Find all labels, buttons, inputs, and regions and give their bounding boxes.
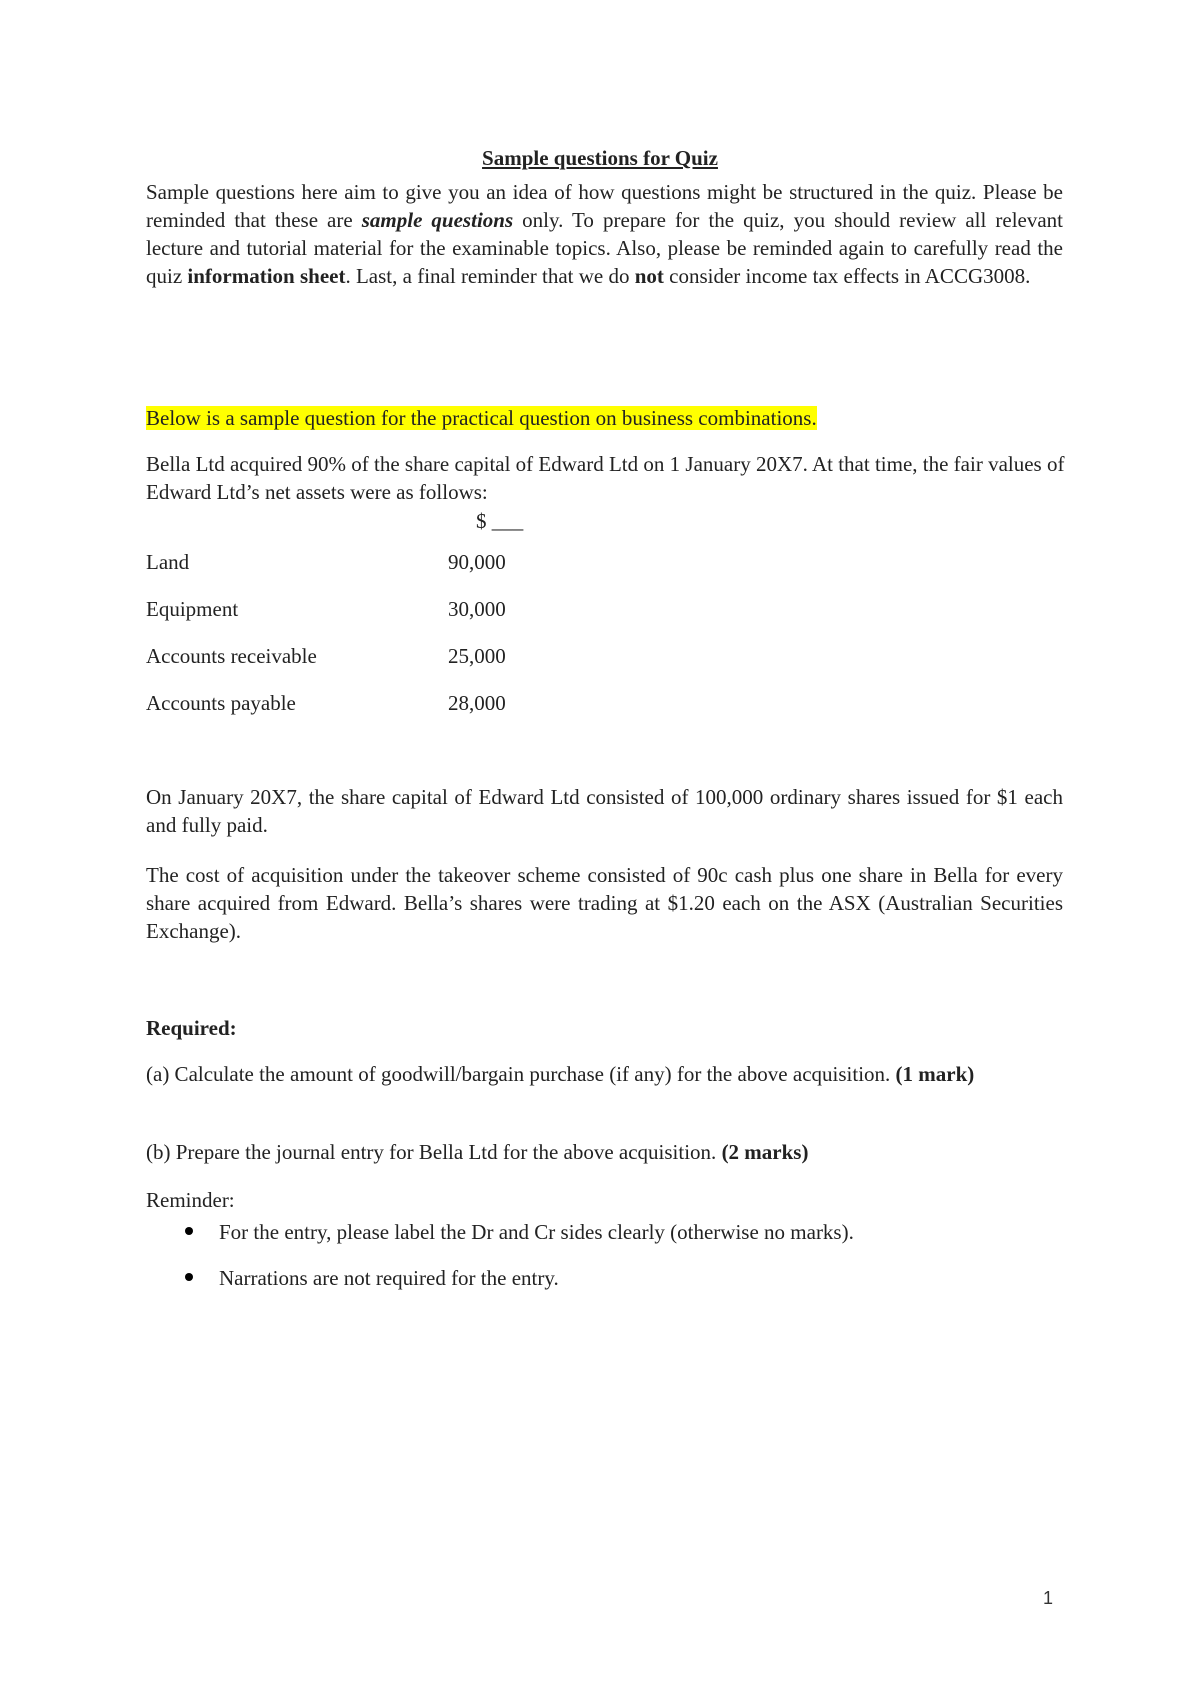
intro-text-1: Sample questions here aim to give you an idea of how questions might be structured in the quiz. Please be reminded that these are [146,180,1063,232]
intro-not-emphasis: not [634,264,664,288]
asset-value: 30,000 [448,597,506,621]
asset-label: Accounts payable [146,691,296,715]
asset-label: Land [146,550,190,574]
page-title: Sample questions for Quiz [482,146,718,170]
page-number: 1 [1043,1588,1054,1608]
cost-of-acquisition-paragraph: The cost of acquisition under the takeover scheme consisted of 90c cash plus one share in Bella for every share acquired from Edward. Bella’s shares were trading at $1.20 each on the ASX (Australian Securities Exchange). [146,863,1063,943]
reminder-text: Narrations are not required for the entry. [219,1266,559,1290]
asset-value: 28,000 [448,691,506,715]
intro-paragraph [146,178,1063,290]
bullet-icon [185,1273,193,1281]
intro-information-sheet: information sheet [187,264,346,288]
intro-sample-questions-emphasis: sample questions [361,208,514,232]
asset-label: Equipment [146,597,239,621]
currency-header: $ ___ [476,509,524,533]
bullet-icon [185,1227,193,1235]
requirement-b-marks: (2 marks) [721,1140,809,1164]
required-heading: Required: [146,1016,237,1040]
intro-text-3: . Last, a final reminder that we do [345,264,635,288]
intro-text-2: only. To prepare for the quiz, you should review all relevant lecture and tutorial material for the examinable topics. Also, please be reminded again to carefully read the quiz [146,208,1064,288]
reminder-heading: Reminder: [146,1188,235,1212]
question-intro: Bella Ltd acquired 90% of the share capital of Edward Ltd on 1 January 20X7. At that time, the fair values of Edward Ltd’s net assets were as follows: [146,452,1065,504]
requirement-a-marks: (1 mark) [895,1062,975,1086]
requirement-b [146,1138,808,1166]
intro-text-4: consider income tax effects in ACCG3008. [663,264,1031,288]
reminder-text: For the entry, please label the Dr and Cr sides clearly (otherwise no marks). [219,1220,854,1244]
requirement-a-text: (a) Calculate the amount of goodwill/bargain purchase (if any) for the above acquisition. [146,1062,896,1086]
highlighted-instruction [146,404,817,432]
asset-label: Accounts receivable [146,644,317,668]
asset-value: 25,000 [448,644,506,668]
requirement-b-text: (b) Prepare the journal entry for Bella Ltd for the above acquisition. [146,1140,722,1164]
requirement-a [146,1060,1063,1088]
highlighted-text: Below is a sample question for the practical question on business combinations. [146,406,817,430]
asset-value: 90,000 [448,550,506,574]
share-capital-paragraph: On January 20X7, the share capital of Edward Ltd consisted of 100,000 ordinary shares issued for $1 each and fully paid. [146,785,1063,837]
